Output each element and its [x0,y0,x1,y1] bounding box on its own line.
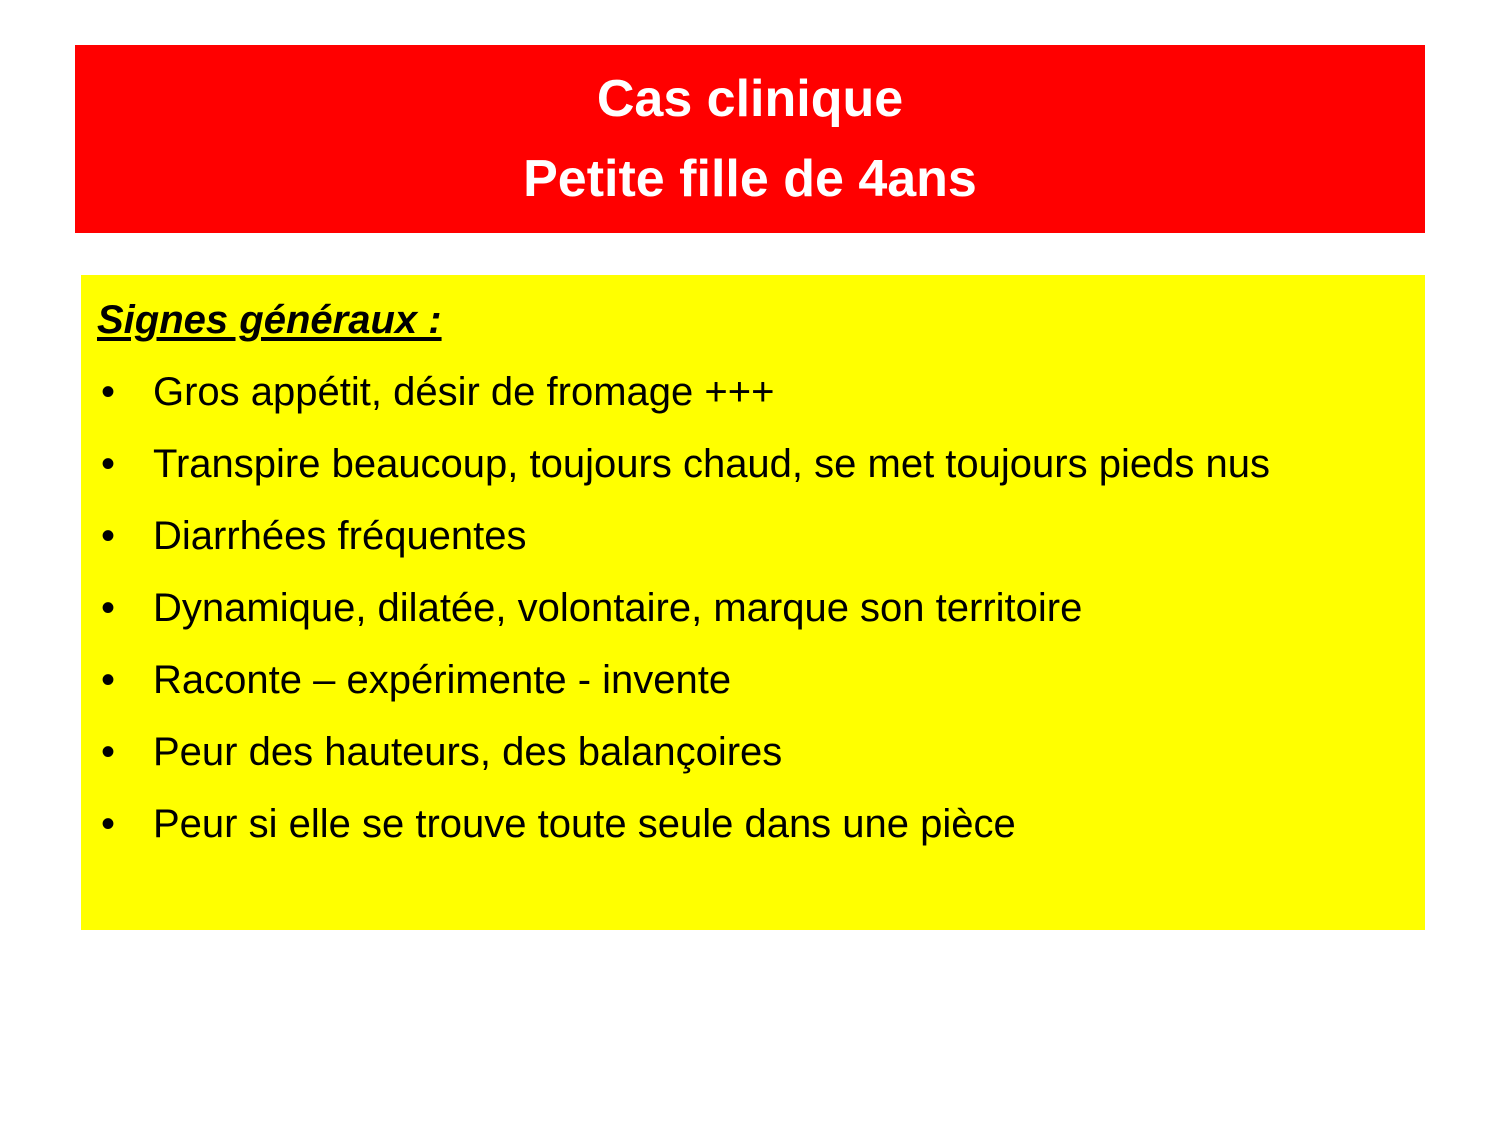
list-item-text: Diarrhées fréquentes [153,514,527,558]
list-item [97,579,1385,637]
bullet-icon: • [101,658,116,702]
bullet-icon: • [101,370,116,414]
list-item-text: Peur si elle se trouve toute seule dans une pièce [153,802,1016,846]
list-item [97,651,1385,709]
slide-title-line-1: Cas clinique [596,70,904,128]
bullet-list [97,363,1385,853]
list-item [97,435,1385,493]
bullet-icon: • [101,514,116,558]
list-item-text: Raconte – expérimente - invente [153,658,732,702]
bullet-icon: • [101,586,116,630]
content-panel [81,275,1425,930]
list-item [97,723,1385,781]
list-item-text: Dynamique, dilatée, volontaire, marque son territoire [153,586,1083,630]
bullet-icon: • [101,442,116,486]
bullet-icon: • [101,730,116,774]
list-item [97,507,1385,565]
slide-title-line-2: Petite fille de 4ans [523,150,977,208]
list-item-text: Transpire beaucoup, toujours chaud, se met toujours pieds nus [153,442,1270,486]
slide-title-banner [75,45,1425,233]
list-item [97,363,1385,421]
list-item-text: Peur des hauteurs, des balançoires [153,730,783,774]
section-heading: Signes généraux : [97,298,442,342]
list-item [97,795,1385,853]
bullet-icon: • [101,802,116,846]
list-item-text: Gros appétit, désir de fromage +++ [153,370,775,414]
